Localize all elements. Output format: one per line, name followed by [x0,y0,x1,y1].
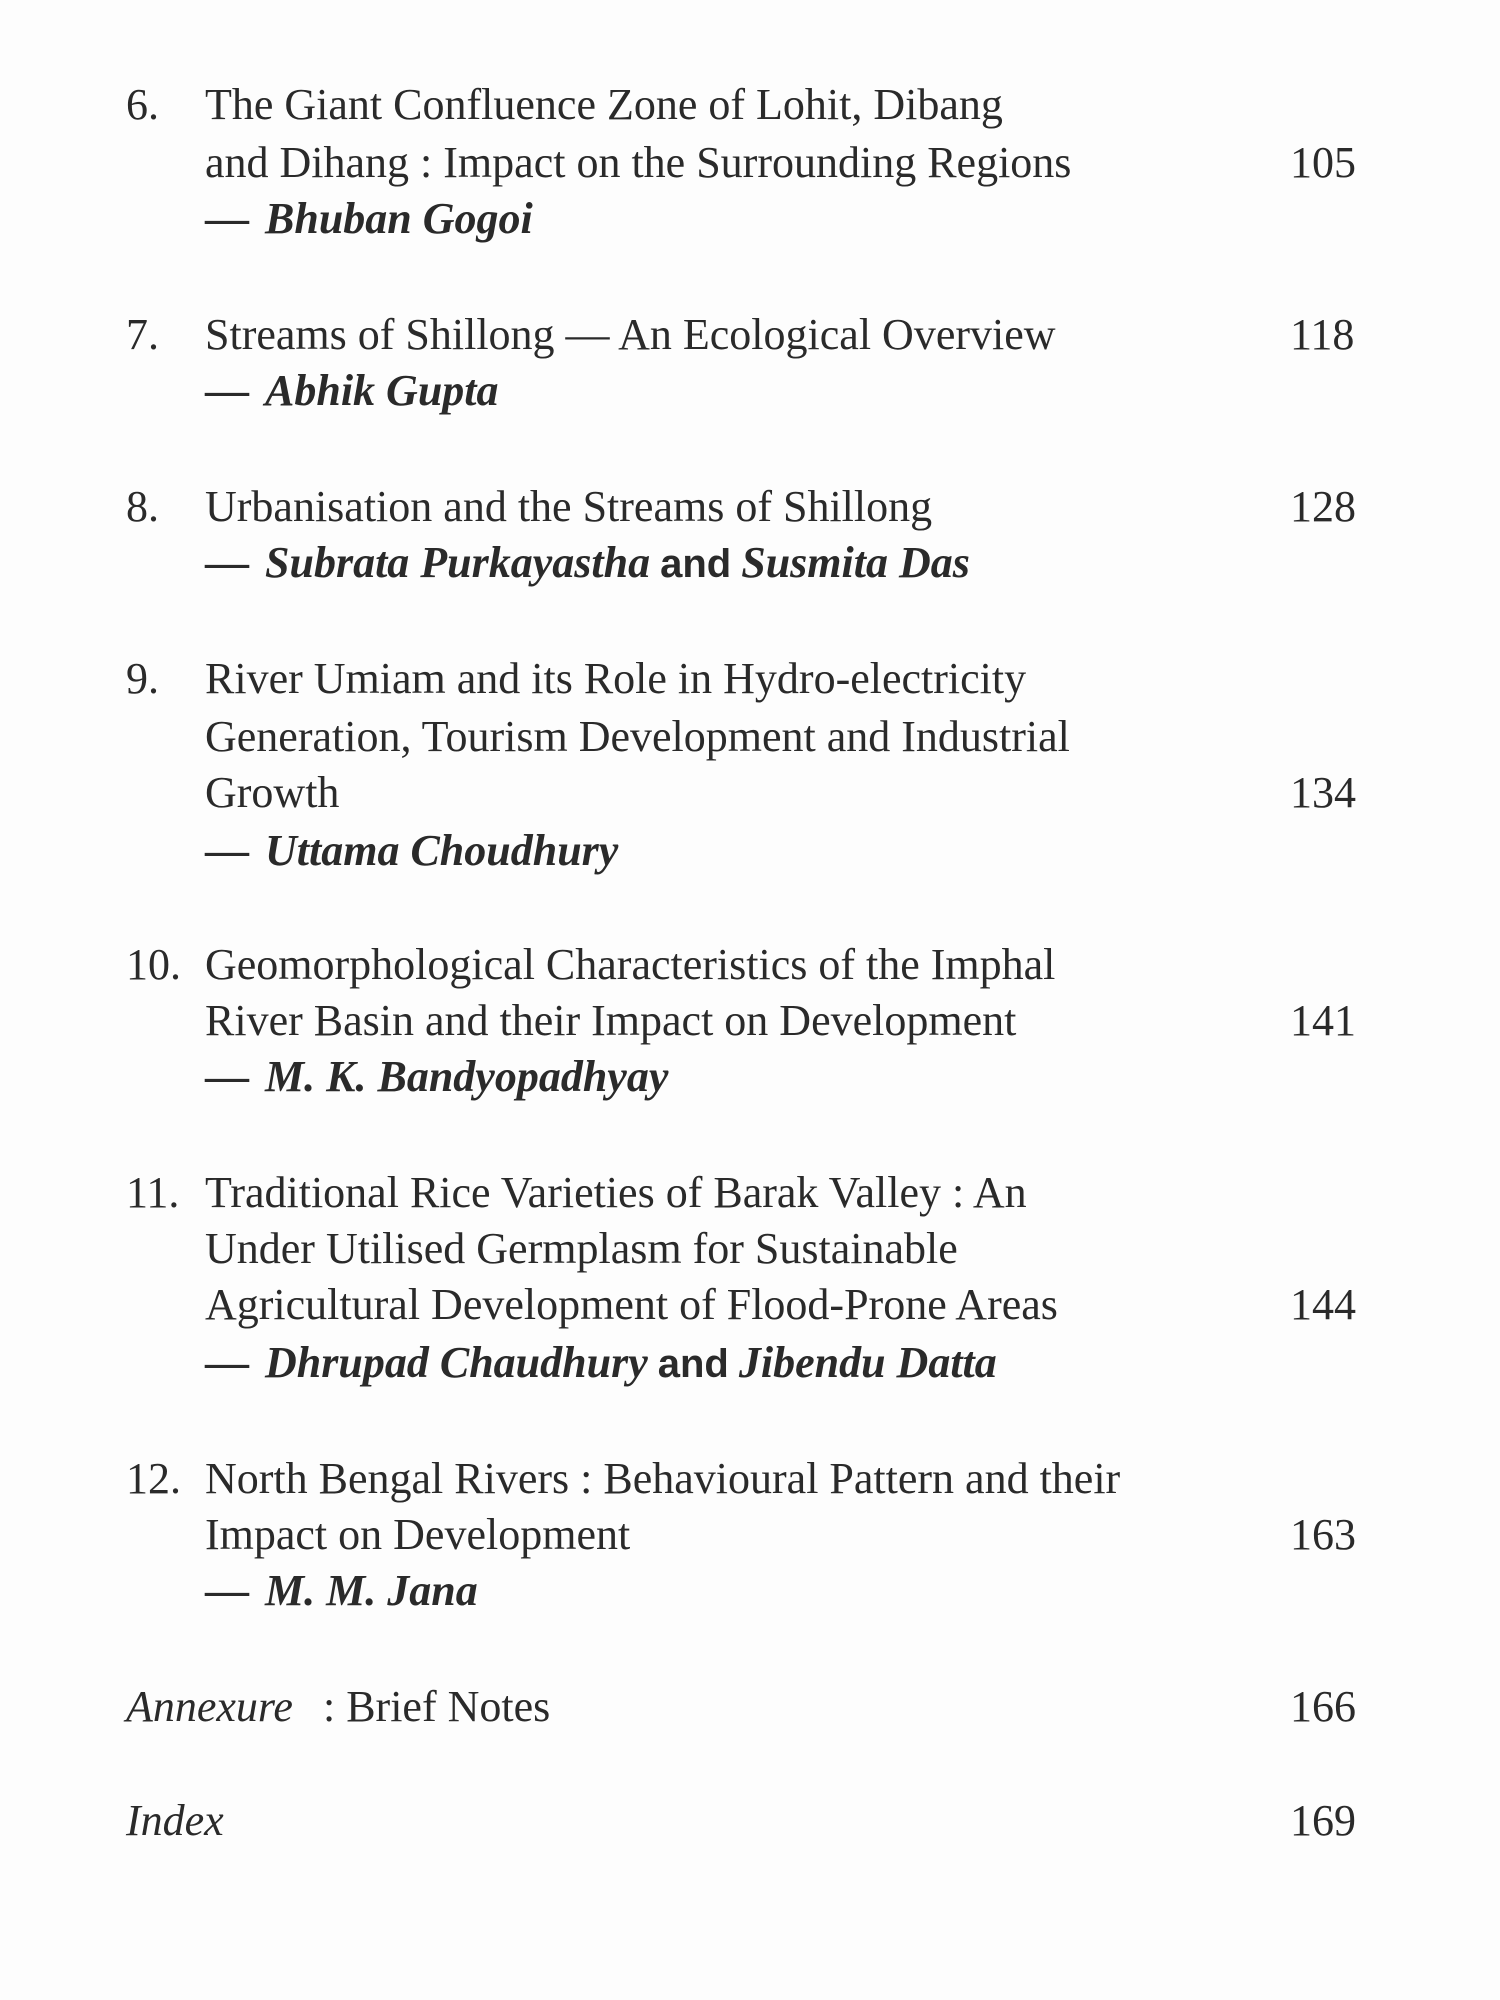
entry-authors [205,362,499,420]
author-name: Susmita Das [741,538,970,587]
entry-authors [205,1048,668,1106]
annexure-text: Brief Notes [346,1682,551,1731]
entry-number: 8. [126,482,159,531]
entry-number: 6. [126,80,159,129]
author-name: M. K. Bandyopadhyay [265,1052,669,1101]
entry-page-number: 134 [1290,768,1356,817]
entry-title-line: Impact on Development [205,1510,631,1559]
entry-title-line: Urbanisation and the Streams of Shillong [205,482,933,531]
entry-authors [205,822,618,880]
author-name: Bhuban Gogoi [265,194,533,243]
entry-page-number: 105 [1290,138,1356,187]
entry-number: 11. [126,1168,180,1217]
annexure-page-number: 166 [1290,1682,1356,1731]
entry-title-line: Traditional Rice Varieties of Barak Valley : An [205,1168,1027,1217]
author-name: Dhrupad Chaudhury [265,1338,648,1387]
entry-authors [205,190,533,248]
author-name: Subrata Purkayastha [265,538,651,587]
entry-title-line: Geomorphological Characteristics of the Imphal [205,940,1056,989]
author-dash: — [205,366,249,415]
entry-title-line: Generation, Tourism Development and Industrial [205,712,1070,761]
entry-number: 12. [126,1454,181,1503]
author-dash: — [205,826,249,875]
index-page-number: 169 [1290,1796,1356,1845]
entry-authors [205,534,970,592]
entry-page-number: 128 [1290,482,1356,531]
entry-number: 7. [126,310,159,359]
entry-page-number: 144 [1290,1280,1356,1329]
author-dash: — [205,1338,249,1387]
entry-title-line: The Giant Confluence Zone of Lohit, Dibang [205,80,1003,129]
entry-title-line: Growth [205,768,340,817]
author-dash: — [205,1052,249,1101]
annexure-colon: : [322,1682,336,1731]
entry-title-line: River Umiam and its Role in Hydro-electricity [205,654,1027,703]
entry-number: 9. [126,654,159,703]
author-dash: — [205,538,249,587]
annexure-line [126,1678,550,1736]
author-name: Jibendu Datta [738,1338,997,1387]
entry-number: 10. [126,940,181,989]
entry-title-line: Streams of Shillong — An Ecological Overview [205,310,1056,359]
entry-title-line: River Basin and their Impact on Development [205,996,1017,1045]
entry-title-line: and Dihang : Impact on the Surrounding Regions [205,138,1072,187]
author-conjunction: and [657,1342,729,1386]
author-name: Uttama Choudhury [265,826,619,875]
entry-authors [205,1562,478,1620]
author-conjunction: and [660,542,732,586]
entry-page-number: 141 [1290,996,1356,1045]
entry-page-number: 163 [1290,1510,1356,1559]
author-name: M. M. Jana [265,1566,478,1615]
author-name: Abhik Gupta [265,366,499,415]
author-dash: — [205,1566,249,1615]
entry-page-number: 118 [1290,310,1355,359]
entry-authors [205,1334,997,1392]
entry-title-line: Under Utilised Germplasm for Sustainable [205,1224,958,1273]
entry-title-line: Agricultural Development of Flood-Prone Areas [205,1280,1058,1329]
annexure-label: Annexure [126,1682,293,1731]
index-label: Index [126,1796,224,1845]
author-dash: — [205,194,249,243]
entry-title-line: North Bengal Rivers : Behavioural Pattern and their [205,1454,1121,1503]
